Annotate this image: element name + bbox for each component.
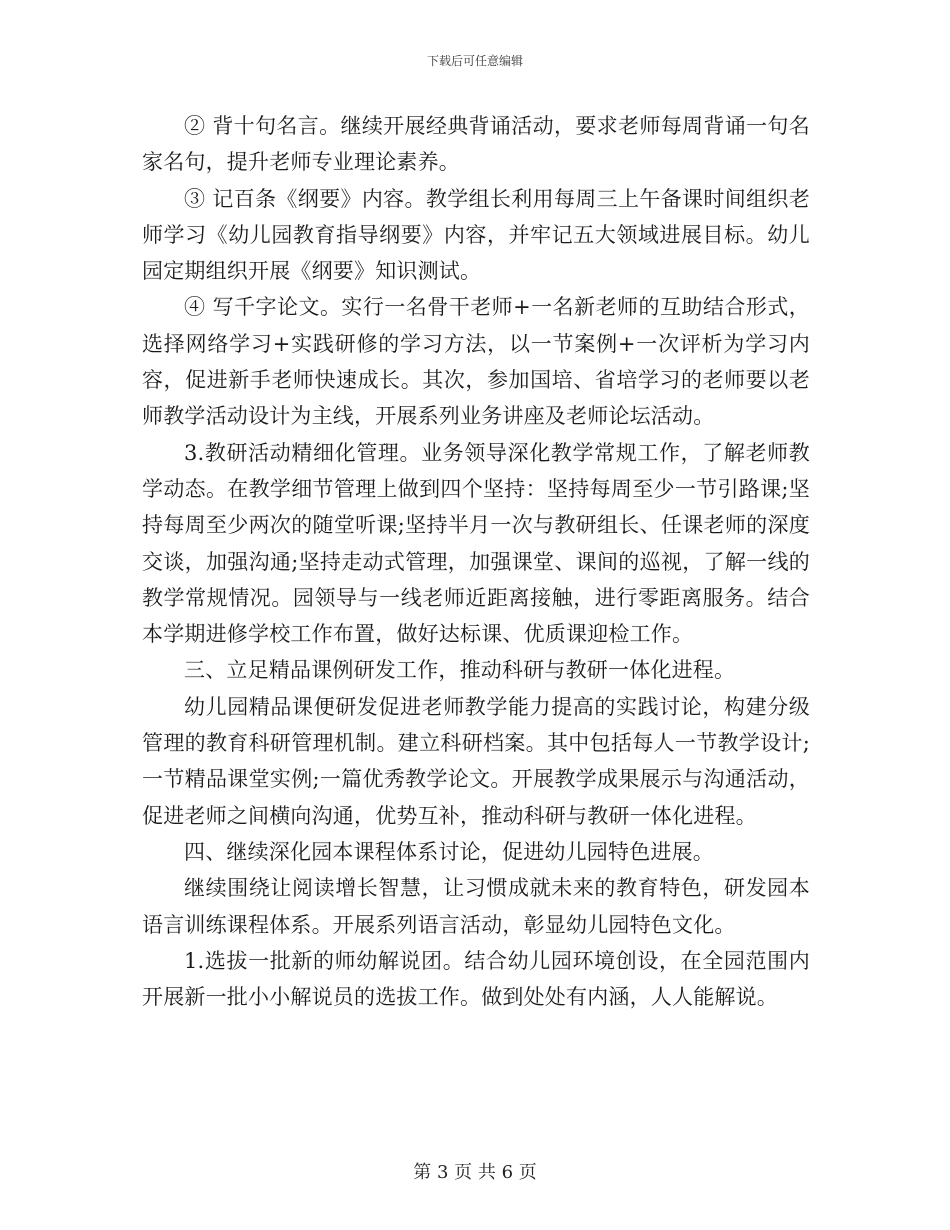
paragraph-course-development: 幼儿园精品课便研发促进老师教学能力提高的实践讨论，构建分级管理的教育科研管理机制。建立科研档案。其中包括每人一节教学设计;一节精品课堂实例;一篇优秀教学论文。开展教学成果展示与沟通活动，促进老师之间横向沟通，优势互补，推动科研与教研一体化进程。	[142, 694, 810, 828]
paragraph-reading-feature: 继续围绕让阅读增长智慧，让习惯成就未来的教育特色，研发园本语言训练课程体系。开展系列语言活动，彰显幼儿园特色文化。	[142, 876, 810, 937]
page-header: 下载后可任意编辑	[426, 54, 523, 68]
section-heading-4: 四、继续深化园本课程体系讨论，促进幼儿园特色进展。	[184, 839, 714, 864]
paragraph-recite-quotes: ② 背十句名言。继续开展经典背诵活动，要求老师每周背诵一句名家名句，提升老师专业理论素养。	[142, 114, 810, 175]
paragraph-write-thesis: ④ 写千字论文。实行一名骨干老师+一名新老师的互助结合形式，选择网络学习+实践研修的学习方法，以一节案例+一次评析为学习内容，促进新手老师快速成长。其次，参加国培、省培学习的老师要以老师教学活动设计为主线，开展系列业务讲座及老师论坛活动。	[142, 295, 810, 429]
paragraph-narrator-team: 1.选拔一批新的师幼解说团。结合幼儿园环境创设，在全园范围内开展新一批小小解说员的选拔工作。做到处处有内涵，人人能解说。	[142, 948, 810, 1010]
paragraph-outline-content: ③ 记百条《纲要》内容。教学组长利用每周三上午备课时间组织老师学习《幼儿园教育指导纲要》内容，并牢记五大领域进展目标。幼儿园定期组织开展《纲要》知识测试。	[142, 186, 810, 284]
document-body	[142, 108, 810, 1015]
paragraph-teaching-research-management: 3.教研活动精细化管理。业务领导深化教学常规工作，了解老师教学动态。在教学细节管理上做到四个坚持：坚持每周至少一节引路课;坚持每周至少两次的随堂听课;坚持半月一次与教研组长、任课老师的深度交谈，加强沟通;坚持走动式管理，加强课堂、课间的巡视，了解一线的教学常规情况。园领导与一线老师近距离接触，进行零距离服务。结合本学期进修学校工作布置，做好达标课、优质课迎检工作。	[142, 440, 810, 647]
page-number-footer: 第 3 页 共 6 页	[413, 1162, 537, 1183]
section-heading-3: 三、立足精品课例研发工作，推动科研与教研一体化进程。	[184, 658, 736, 683]
